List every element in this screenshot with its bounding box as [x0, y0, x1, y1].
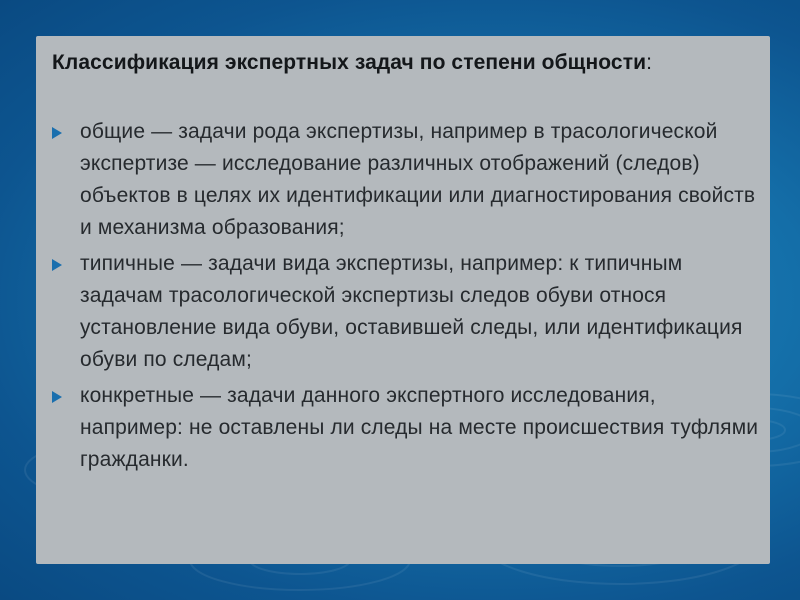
bullet-arrow-icon [52, 127, 62, 139]
bullet-text: общие — задачи рода экспертизы, например в трасологической экспертизе — исследование различных отображений (следов) объектов в целях их идентификации или диагностирования свойств и механизма образования; [80, 120, 756, 239]
bullet-text: типичные — задачи вида экспертизы, например: к типичным задачам трасологической экспертизы следов обуви относя установление вида обуви, оставившей следы, или идентификация обуви по следам; [80, 252, 743, 371]
bullet-list [52, 116, 764, 480]
slide-title [52, 48, 752, 78]
bullet-item-specific [52, 380, 764, 476]
bullet-arrow-icon [52, 259, 62, 271]
slide-title-colon: : [646, 51, 653, 74]
bullet-item-general [52, 116, 764, 244]
bullet-text: конкретные — задачи данного экспертного исследования, например: не оставлены ли следы на месте происшествия туфлями гражданки. [80, 384, 759, 471]
slide-title-text: Классификация экспертных задач по степени общности [52, 51, 647, 74]
bullet-arrow-icon [52, 391, 62, 403]
bullet-item-typical [52, 248, 764, 376]
